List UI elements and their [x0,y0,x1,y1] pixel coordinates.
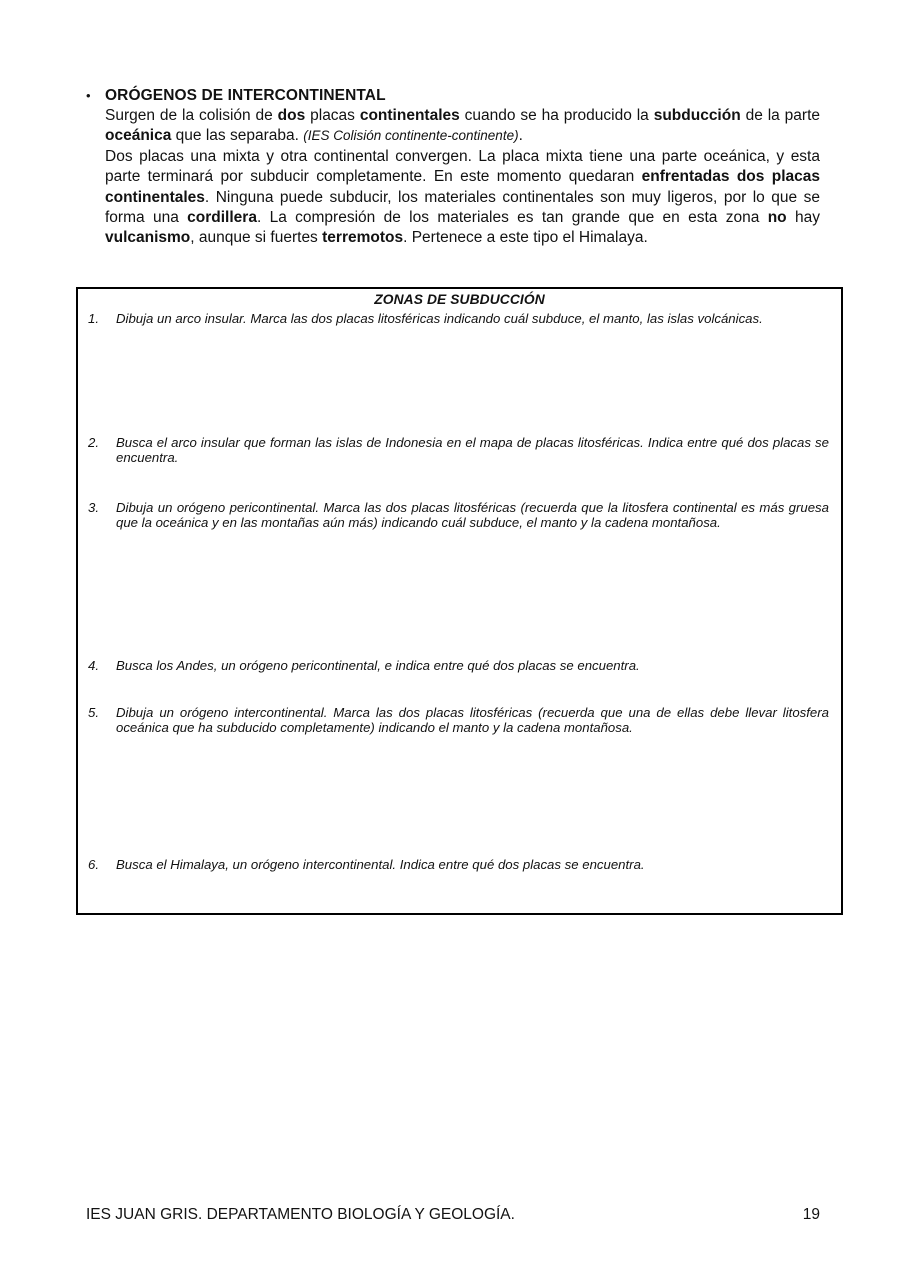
text-run: que las separaba. [171,127,304,145]
paragraph-2 [105,147,820,249]
text-run-bold: terremotos [322,229,404,247]
text-run: placas [305,107,360,124]
question-number: 6. [88,856,99,872]
question-item-2 [88,435,831,466]
paragraph-1 [105,106,820,147]
article-heading: ORÓGENOS DE INTERCONTINENTAL [105,87,386,104]
text-run-bold: dos [277,107,306,124]
question-item-6 [88,857,831,873]
text-run-bold: vulcanismo [105,229,191,247]
question-number: 2. [88,434,99,450]
text-run: . Ninguna puede subducir, los materiales continentales son muy ligeros, por lo que se forma una [105,188,820,227]
question-item-4 [88,658,831,674]
text-run-bold: no [767,209,787,227]
question-text: Dibuja un orógeno pericontinental. Marca las dos placas litosféricas (recuerda que la litosfera continental es más gruesa que la oceánica y en las montañas aún más) indicando cuál subduce, el manto y la cadena montañosa. [116,499,829,531]
text-run: hay [786,209,820,227]
question-text: Dibuja un orógeno intercontinental. Marca las dos placas litosféricas (recuerda que una de ellas debe llevar litosfera oceánica que ha subducido completamente) indicando el manto y la cadena montañosa. [116,704,829,736]
question-number: 4. [88,657,99,673]
footer-department: IES JUAN GRIS. DEPARTAMENTO BIOLOGÍA Y GEOLOGÍA. [86,1206,515,1223]
text-run-bold: cordillera [187,209,257,227]
text-run: . La compresión de los materiales es tan grande que en esta zona [256,209,768,227]
text-run: cuando se ha producido la [459,107,654,124]
text-run-bold: enfrentadas dos placas continentales [105,168,820,206]
text-run: . Pertenece a este tipo el Himalaya. [403,229,648,247]
text-run-bold: subducción [653,107,741,124]
question-number: 3. [88,499,99,515]
question-text: Busca el arco insular que forman las islas de Indonesia en el mapa de placas litosféricas. Indica entre qué dos placas se encuentra. [116,434,829,466]
page-number: 19 [802,1206,820,1223]
worksheet-title: ZONAS DE SUBDUCCIÓN [374,292,545,307]
text-run-bold: oceánica [105,127,172,145]
question-number: 1. [88,311,99,326]
article-section [86,86,820,249]
question-number: 5. [88,704,99,720]
question-item-3 [88,500,831,531]
text-run: Surgen de la colisión de [105,107,278,124]
question-item-1 [88,311,831,327]
question-text: Busca los Andes, un orógeno pericontinental, e indica entre qué dos placas se encuentra. [116,657,640,673]
article-heading-row [86,86,820,106]
question-item-5 [88,705,831,736]
bullet-icon: • [86,88,91,103]
question-text: Busca el Himalaya, un orógeno intercontinental. Indica entre qué dos placas se encuentra. [116,856,645,872]
question-text: Dibuja un arco insular. Marca las dos placas litosféricas indicando cuál subduce, el manto, las islas volcánicas. [116,311,763,326]
citation-text: (IES Colisión continente-continente) [303,128,519,144]
text-run: . [518,127,523,145]
text-run: de la parte [740,107,820,124]
worksheet-box [76,287,843,915]
text-run: Dos placas una mixta y otra continental convergen. La placa mixta tiene una parte oceánica, y esta parte terminará por subducir completamente. En este momento quedaran [105,147,820,186]
text-run: , aunque si fuertes [190,229,323,247]
text-run-bold: continentales [359,107,460,124]
